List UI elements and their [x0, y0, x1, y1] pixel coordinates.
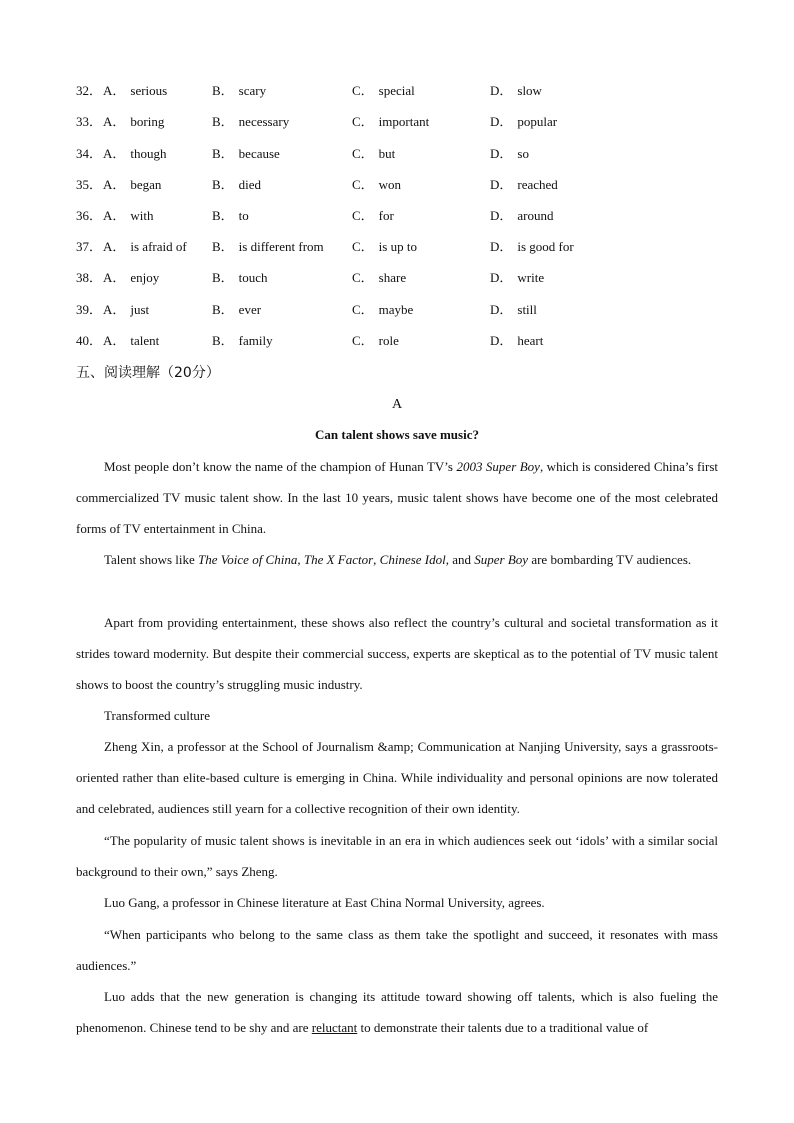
question-number: 38． [76, 270, 103, 285]
option-letter: B． [212, 177, 234, 192]
question-number: 35． [76, 177, 103, 192]
question-number: 36． [76, 208, 103, 223]
underlined-word: reluctant [311, 1020, 358, 1035]
option-letter: C． [352, 302, 374, 317]
paragraph-4: Zheng Xin, a professor at the School of Journalism &amp; Communication at Nanjing University, says a grassroots-oriented rather than elite-based culture is emerging in China. While individuality and personal opinions are now tolerated and celebrated, audiences still yearn for a collective recognition of their own identity. [76, 739, 718, 816]
option-text: is up to [378, 239, 417, 254]
question-row [76, 236, 716, 258]
option-text: heart [517, 333, 544, 348]
option-a [103, 330, 159, 352]
paragraph-5: “The popularity of music talent shows is inevitable in an era in which audiences seek out ‘idols’ with a similar social background to their own,” says Zheng. [76, 833, 718, 879]
option-letter: B． [212, 208, 234, 223]
option-d [490, 267, 544, 289]
option-b [212, 174, 261, 196]
question-row [76, 267, 716, 289]
option-a [103, 111, 164, 133]
option-letter: D． [490, 83, 513, 98]
option-a [103, 236, 187, 258]
option-b [212, 111, 289, 133]
question-row [76, 174, 716, 196]
option-c [352, 205, 394, 227]
subheading: Transformed culture [104, 708, 211, 723]
option-text: write [517, 270, 545, 285]
option-letter: B． [212, 239, 234, 254]
option-letter: C． [352, 270, 374, 285]
option-letter: C． [352, 177, 374, 192]
option-letter: A． [103, 177, 126, 192]
separator: , and [445, 552, 475, 567]
question-number: 34． [76, 146, 103, 161]
paragraph-1 [76, 451, 718, 544]
option-b [212, 143, 280, 165]
option-letter: B． [212, 333, 234, 348]
option-text: popular [517, 114, 558, 129]
option-d [490, 174, 558, 196]
option-text: for [378, 208, 394, 223]
option-letter: A． [103, 146, 126, 161]
option-d [490, 111, 557, 133]
option-c [352, 174, 401, 196]
paragraph-8-text-cont: to demonstrate their talents due to a traditional value of [357, 1020, 649, 1035]
option-d [490, 205, 554, 227]
option-letter: D． [490, 270, 513, 285]
option-c [352, 267, 406, 289]
option-letter: C． [352, 208, 374, 223]
article-title: Can talent shows save music? [315, 427, 479, 442]
option-text: enjoy [130, 270, 160, 285]
option-text: ever [238, 302, 262, 317]
option-letter: B． [212, 302, 234, 317]
option-text: boring [130, 114, 165, 129]
option-letter: A． [103, 270, 126, 285]
question-row [76, 143, 716, 165]
option-text: scary [238, 83, 267, 98]
question-row [76, 330, 716, 352]
option-text: around [517, 208, 554, 223]
option-c [352, 299, 413, 321]
option-letter: D． [490, 333, 513, 348]
show-name: 2003 Super Boy [456, 459, 540, 474]
option-c [352, 236, 417, 258]
paragraph-7: “When participants who belong to the same class as them take the spotlight and succeed, it resonates with mass audiences.” [76, 927, 718, 973]
option-text: talent [130, 333, 160, 348]
option-letter: B． [212, 83, 234, 98]
question-row [76, 205, 716, 227]
paragraph-8 [76, 981, 718, 1043]
paragraph-8-text: Luo adds that the new generation is changing its attitude toward showing off talents, which is also fueling the phenomenon. Chinese tend to be shy and are [76, 989, 718, 1035]
option-b [212, 330, 273, 352]
option-text: touch [238, 270, 268, 285]
option-letter: A． [103, 239, 126, 254]
option-letter: D． [490, 177, 513, 192]
option-letter: B． [212, 270, 234, 285]
question-number: 33． [76, 114, 103, 129]
section-heading: 五、阅读理解（20分） [76, 365, 220, 381]
option-letter: C． [352, 83, 374, 98]
option-text: still [517, 302, 537, 317]
option-letter: C． [352, 239, 374, 254]
option-letter: A． [103, 83, 126, 98]
question-row [76, 111, 716, 133]
option-c [352, 143, 395, 165]
option-text: is afraid of [130, 239, 187, 254]
passage-label: A [391, 397, 403, 412]
option-text: share [378, 270, 407, 285]
option-letter: A． [103, 114, 126, 129]
option-text: just [130, 302, 150, 317]
option-text: serious [130, 83, 168, 98]
option-text: but [378, 146, 396, 161]
option-d [490, 236, 574, 258]
option-letter: A． [103, 302, 126, 317]
option-b [212, 236, 324, 258]
option-text: so [517, 146, 529, 161]
option-text: though [130, 146, 167, 161]
question-row [76, 299, 716, 321]
option-b [212, 80, 266, 102]
separator: , [373, 552, 380, 567]
option-text: necessary [238, 114, 290, 129]
question-row [76, 80, 716, 102]
option-text: family [238, 333, 273, 348]
option-a [103, 205, 154, 227]
paragraph-3: Apart from providing entertainment, these shows also reflect the country’s cultural and societal transformation as it strides toward modernity. But despite their commercial success, experts are skeptical as to the potential of TV music talent shows to boost the country’s struggling music industry. [76, 615, 718, 692]
option-c [352, 80, 415, 102]
separator: , [297, 552, 304, 567]
option-text: with [130, 208, 154, 223]
option-text: died [238, 177, 262, 192]
paragraph-2 [76, 544, 718, 575]
option-c [352, 111, 429, 133]
show-name: The X Factor [303, 552, 374, 567]
option-text: because [238, 146, 280, 161]
option-text: special [378, 83, 415, 98]
option-text: maybe [378, 302, 414, 317]
option-letter: A． [103, 208, 126, 223]
question-number: 37． [76, 239, 103, 254]
option-b [212, 299, 261, 321]
option-text: began [130, 177, 162, 192]
option-text: is different from [238, 239, 324, 254]
show-name: Chinese Idol [379, 552, 446, 567]
option-letter: C． [352, 333, 374, 348]
option-letter: D． [490, 239, 513, 254]
option-a [103, 299, 149, 321]
option-text: won [378, 177, 402, 192]
option-letter: D． [490, 208, 513, 223]
option-b [212, 267, 268, 289]
show-name: The Voice of China [198, 552, 298, 567]
question-number: 39． [76, 302, 103, 317]
paragraph-1-text-cont: , which is considered China’s first commercialized TV music talent show. In the last 10 years, music talent shows have become one of the most celebrated forms of TV entertainment in China. [76, 459, 718, 536]
option-letter: C． [352, 114, 374, 129]
option-letter: D． [490, 146, 513, 161]
option-a [103, 267, 159, 289]
question-number: 32． [76, 83, 103, 98]
option-a [103, 174, 161, 196]
option-letter: B． [212, 114, 234, 129]
option-d [490, 330, 543, 352]
option-text: to [238, 208, 249, 223]
option-a [103, 80, 167, 102]
paragraph-2-text-cont: are bombarding TV audiences. [528, 552, 692, 567]
option-letter: A． [103, 333, 126, 348]
option-text: important [378, 114, 430, 129]
option-text: role [378, 333, 399, 348]
option-letter: B． [212, 146, 234, 161]
option-d [490, 143, 529, 165]
paragraph-6: Luo Gang, a professor in Chinese literature at East China Normal University, agrees. [104, 895, 545, 910]
option-a [103, 143, 167, 165]
option-text: is good for [517, 239, 574, 254]
question-number: 40． [76, 333, 103, 348]
option-b [212, 205, 249, 227]
paragraph-2-text: Talent shows like [104, 552, 199, 567]
option-letter: D． [490, 114, 513, 129]
option-d [490, 80, 542, 102]
option-text: slow [517, 83, 542, 98]
paragraph-1-text: Most people don’t know the name of the champion of Hunan TV’s [104, 459, 457, 474]
option-letter: D． [490, 302, 513, 317]
option-text: reached [517, 177, 558, 192]
option-letter: C． [352, 146, 374, 161]
option-c [352, 330, 399, 352]
show-name: Super Boy [474, 552, 529, 567]
option-d [490, 299, 537, 321]
